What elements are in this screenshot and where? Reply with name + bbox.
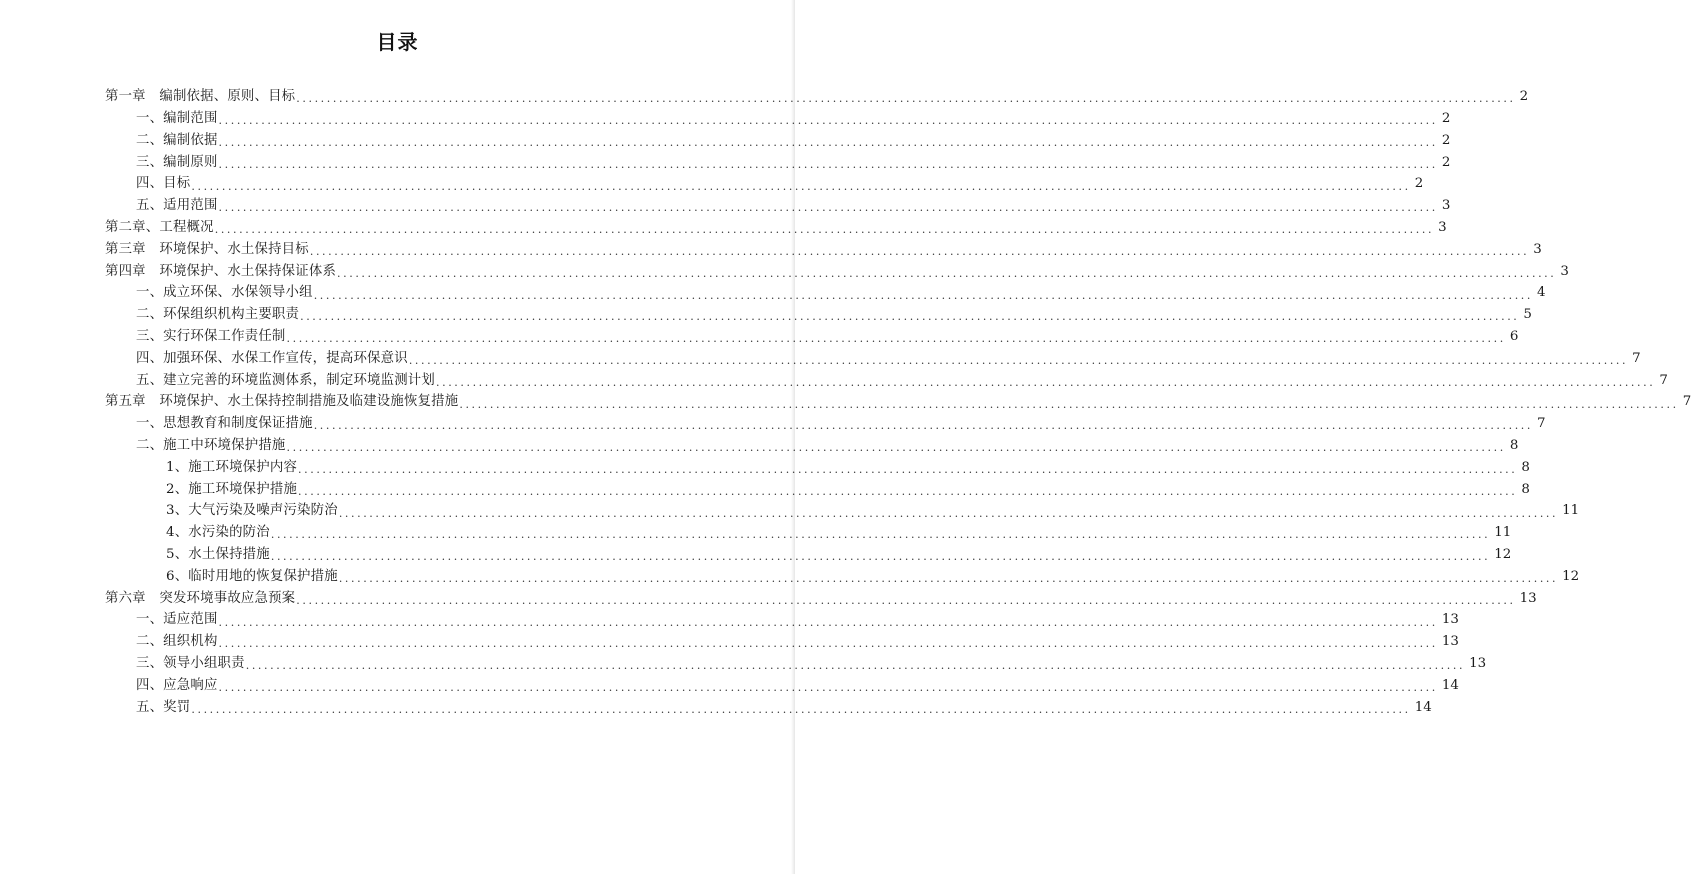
toc-entry-title: 第四章 环境保护、水土保持保证体系 [105,263,337,279]
toc-entry-title: 3、大气污染及噪声污染防治 [166,503,338,519]
toc-entry-page-number: 13 [1469,655,1487,671]
toc-entry-title: 一、思想教育和制度保证措施 [136,416,313,432]
toc-entry-page-number: 2 [1441,154,1451,170]
toc-entry-title: 一、编制范围 [136,110,218,126]
toc-dot-leader: ........................................................................................................................................................................................................ [459,397,1679,411]
toc-dot-leader: ........................................................................................................................................................................................................ [191,179,1411,193]
toc-entry-title: 三、实行环保工作责任制 [136,328,286,344]
toc-entry-page-number: 3 [1533,241,1542,257]
toc-entry-title: 第二章、工程概况 [105,219,214,235]
toc-dot-leader: ........................................................................................................................................................................................................ [298,484,1518,498]
toc-dot-leader: ........................................................................................................................................................................................................ [338,506,1559,520]
toc-entry-page-number: 14 [1414,699,1432,715]
toc-entry-page-number: 4 [1537,285,1546,301]
toc-entry[interactable] [166,566,1580,588]
toc-entry-page-number: 2 [1519,89,1529,105]
toc-entry-page-number: 3 [1560,263,1569,279]
toc-entry-title: 四、应急响应 [136,677,218,693]
toc-dot-leader: ........................................................................................................................................................................................................ [313,419,1534,433]
toc-dot-leader: ........................................................................................................................................................................................................ [218,680,1438,694]
toc-dot-leader: ........................................................................................................................................................................................................ [270,550,1491,564]
page-title: 目录 [376,30,419,54]
toc-entry-page-number: 13 [1441,612,1459,628]
toc-dot-leader: ........................................................................................................................................................................................................ [309,244,1530,258]
toc-dot-leader: ........................................................................................................................................................................................................ [300,310,1520,324]
toc-entry[interactable] [105,239,1542,261]
toc-entry[interactable] [136,304,1532,326]
toc-dot-leader: ........................................................................................................................................................................................................ [218,615,1438,629]
toc-entry-title: 三、领导小组职责 [136,655,245,671]
toc-entry-title: 二、环保组织机构主要职责 [136,307,300,323]
toc-entry-page-number: 6 [1509,328,1519,344]
toc-entry-title: 五、适用范围 [136,198,218,214]
toc-entry-page-number: 2 [1441,132,1451,148]
toc-entry-page-number: 3 [1441,198,1451,214]
toc-dot-leader: ........................................................................................................................................................................................................ [286,332,1506,346]
toc-entry[interactable] [166,544,1512,566]
toc-entry[interactable] [136,675,1459,697]
toc-dot-leader: ........................................................................................................................................................................................................ [286,441,1506,455]
toc-dot-leader: ........................................................................................................................................................................................................ [270,528,1491,542]
toc-entry-page-number: 7 [1659,372,1668,388]
toc-dot-leader: ........................................................................................................................................................................................................ [436,375,1656,389]
toc-dot-leader: ........................................................................................................................................................................................................ [296,92,1516,106]
toc-entry[interactable] [105,587,1537,609]
toc-dot-leader: ........................................................................................................................................................................................................ [313,288,1534,302]
toc-entry[interactable] [136,173,1424,195]
toc-entry-page-number: 14 [1441,677,1459,693]
toc-dot-leader: ........................................................................................................................................................................................................ [408,353,1629,367]
toc-entry[interactable] [105,86,1529,108]
toc-entry[interactable] [136,108,1451,130]
toc-entry-title: 第六章 突发环境事故应急预案 [105,590,296,606]
toc-entry[interactable] [136,369,1668,391]
toc-entry-title: 1、施工环境保护内容 [166,459,298,475]
toc-entry-title: 四、加强环保、水保工作宣传，提高环保意识 [136,350,408,366]
toc-entry-title: 五、奖罚 [136,699,191,715]
toc-entry[interactable] [166,500,1580,522]
toc-dot-leader: ........................................................................................................................................................................................................ [218,135,1438,149]
toc-dot-leader: ........................................................................................................................................................................................................ [338,571,1559,585]
toc-entry[interactable] [105,391,1691,413]
toc-entry-page-number: 5 [1523,307,1532,323]
toc-entry-title: 第五章 环境保护、水土保持控制措施及临建设施恢复措施 [105,394,459,410]
toc-entry[interactable] [166,457,1530,479]
toc-entry[interactable] [166,522,1512,544]
toc-entry[interactable] [136,326,1519,348]
toc-entry-page-number: 12 [1494,546,1512,562]
toc-entry-page-number: 11 [1494,525,1512,541]
toc-entry[interactable] [105,260,1569,282]
toc-dot-leader: ........................................................................................................................................................................................................ [337,266,1557,280]
toc-entry-title: 6、临时用地的恢复保护措施 [166,568,338,584]
toc-entry-page-number: 2 [1441,110,1451,126]
toc-entry-title: 四、目标 [136,176,191,192]
toc-entry-page-number: 3 [1438,219,1447,235]
toc-entry[interactable] [136,130,1451,152]
toc-entry[interactable] [136,696,1432,718]
toc-entry-title: 一、适应范围 [136,612,218,628]
toc-entry[interactable] [136,195,1451,217]
toc-entry[interactable] [136,151,1451,173]
toc-entry-title: 一、成立环保、水保领导小组 [136,285,313,301]
toc-entry-title: 二、施工中环境保护措施 [136,437,286,453]
toc-entry-title: 五、建立完善的环境监测体系，制定环境监测计划 [136,372,435,388]
toc-entry-page-number: 8 [1521,459,1530,475]
toc-dot-leader: ........................................................................................................................................................................................................ [218,114,1438,128]
toc-entry-page-number: 7 [1632,350,1641,366]
toc-entry-title: 二、编制依据 [136,132,218,148]
toc-entry-title: 第一章 编制依据、原则、目标 [105,89,296,105]
toc-entry-page-number: 8 [1509,437,1519,453]
toc-dot-leader: ........................................................................................................................................................................................................ [298,462,1518,476]
toc-entry[interactable] [136,609,1459,631]
toc-entry-page-number: 13 [1441,634,1459,650]
toc-entry-page-number: 11 [1562,503,1580,519]
toc-entry[interactable] [166,478,1530,500]
toc-entry-title: 4、水污染的防治 [166,525,270,541]
toc-entry-title: 二、组织机构 [136,634,218,650]
toc-dot-leader: ........................................................................................................................................................................................................ [245,659,1466,673]
toc-entry[interactable] [136,653,1487,675]
toc-entry-page-number: 7 [1682,394,1691,410]
toc-dot-leader: ........................................................................................................................................................................................................ [218,637,1438,651]
toc-entry-title: 2、施工环境保护措施 [166,481,298,497]
toc-entry[interactable] [136,435,1519,457]
toc-dot-leader: ........................................................................................................................................................................................................ [214,223,1435,237]
toc-entry[interactable] [136,631,1459,653]
toc-dot-leader: ........................................................................................................................................................................................................ [191,702,1411,716]
toc-entry-page-number: 2 [1414,176,1424,192]
toc-entry[interactable] [105,217,1447,239]
toc-entry[interactable] [136,413,1546,435]
toc-entry-page-number: 12 [1562,568,1580,584]
toc-dot-leader: ........................................................................................................................................................................................................ [218,157,1438,171]
toc-entry-page-number: 7 [1537,416,1546,432]
toc-entry-title: 第三章 环境保护、水土保持目标 [105,241,309,257]
toc-entry[interactable] [136,348,1641,370]
toc-entry-title: 三、编制原则 [136,154,218,170]
page-edge-shadow [791,0,795,874]
toc-entry-title: 5、水土保持措施 [166,546,270,562]
toc-entry[interactable] [136,282,1546,304]
toc-dot-leader: ........................................................................................................................................................................................................ [218,201,1438,215]
toc-entry-page-number: 8 [1521,481,1530,497]
toc-dot-leader: ........................................................................................................................................................................................................ [296,593,1516,607]
toc-entry-page-number: 13 [1519,590,1537,606]
